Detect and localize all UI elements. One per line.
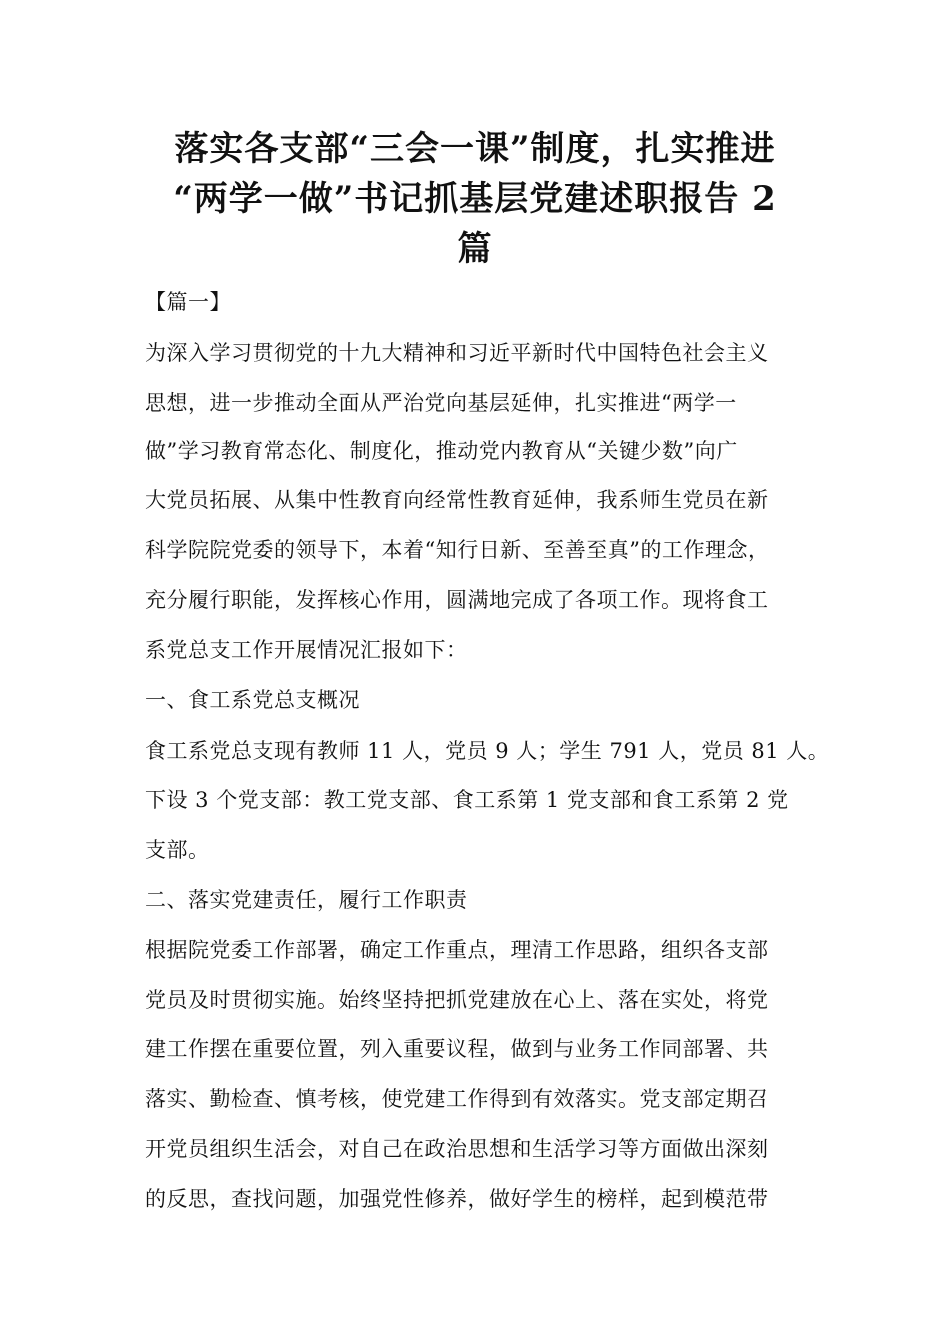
body-line-11: 支部。 [145,838,210,862]
body-line-16: 落实、勤检查、慎考核，使党建工作得到有效落实。党支部定期召 [145,1087,769,1111]
body-line-2: 思想，进一步推动全面从严治党向基层延伸，扎实推进“两学一 [145,391,737,415]
section-label: 【篇一】 [145,290,231,314]
body-line-13: 根据院党委工作部署，确定工作重点，理清工作思路，组织各支部 [145,938,769,962]
body-line-9: 食工系党总支现有教师 11 人，党员 9 人；学生 791 人，党员 81 人。 [145,739,830,763]
body-line-3: 做”学习教育常态化、制度化，推动党内教育从“关键少数”向广 [145,439,738,463]
body-line-4: 大党员拓展、从集中性教育向经常性教育延伸，我系师生党员在新 [145,488,769,512]
heading-2: 二、落实党建责任，履行工作职责 [145,888,468,912]
body-line-14: 党员及时贯彻实施。始终坚持把抓党建放在心上、落在实处，将党 [145,988,769,1012]
body-line-18: 的反思，查找问题，加强党性修养，做好学生的榜样，起到模范带 [145,1187,769,1211]
title-line-3: 篇 [457,229,493,269]
title-line-1: 落实各支部“三会一课”制度，扎实推进 [174,129,776,169]
body-line-5: 科学院院党委的领导下，本着“知行日新、至善至真”的工作理念， [145,538,770,562]
body-line-15: 建工作摆在重要位置，列入重要议程，做到与业务工作同部署、共 [145,1037,769,1061]
body-line-6: 充分履行职能，发挥核心作用，圆满地完成了各项工作。现将食工 [145,588,769,612]
body-line-10: 下设 3 个党支部：教工党支部、食工系第 1 党支部和食工系第 2 党 [145,788,789,812]
document-title [130,124,820,274]
title-line-2: “两学一做”书记抓基层党建述职报告 2 [173,179,777,219]
body-line-1: 为深入学习贯彻党的十九大精神和习近平新时代中国特色社会主义 [145,341,769,365]
body-line-7: 系党总支工作开展情况汇报如下： [145,638,468,662]
body-line-17: 开党员组织生活会，对自己在政治思想和生活学习等方面做出深刻 [145,1137,769,1161]
heading-1: 一、食工系党总支概况 [145,688,360,712]
